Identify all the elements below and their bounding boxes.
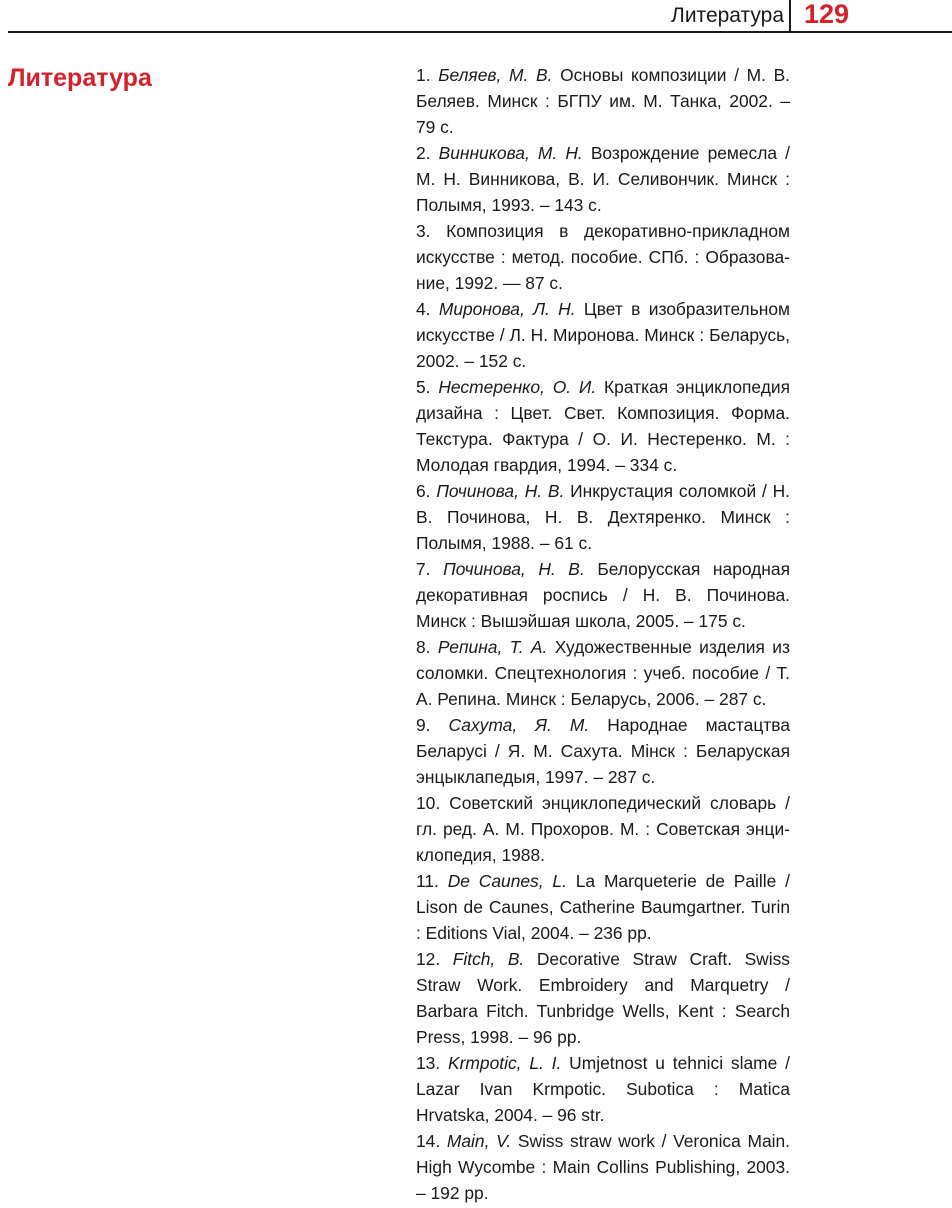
reference-author: Беляев, М. В. [438,65,553,85]
reference-author: Krmpotic, L. I. [448,1053,562,1073]
reference-text: La Marqueterie de Paille / Lison de Caunes, Catherine Baumgartner. Turin : Editions Vial, 2004. – 236 pp. [416,871,790,943]
reference-text: Советский энциклопедический словарь / гл. ред. А. М. Прохоров. М. : Советская энциклопедия, 1988. [416,793,790,865]
header-rule [8,31,952,33]
reference-item [416,634,790,712]
reference-number: 11. [416,871,439,891]
reference-text: Инкрустация соломкой / Н. В. Починова, Н. В. Дехтяренко. Минск : Полымя, 1988. – 61 с. [416,481,790,553]
running-header [0,0,952,33]
reference-text: Краткая энциклопедия дизайна : Цвет. Свет. Композиция. Форма. Текстура. Фактура / О. И. Нестеренко. М. : Молодая гвардия, 1994. – 334 с. [416,377,790,475]
reference-author: Починова, Н. В. [443,559,585,579]
reference-item [416,946,790,1050]
reference-number: 12. [416,949,441,969]
reference-author: Сахута, Я. М. [448,715,590,735]
reference-text: Основы композиции / М. В. Беляев. Минск : БГПУ им. М. Танка, 2002. – 79 с. [416,65,791,137]
reference-item [416,868,790,946]
reference-author: Миронова, Л. Н. [438,299,576,319]
reference-text: Umjetnost u tehnici slame / Lazar Ivan Krmpotic. Subotica : Matica Hrvatska, 2004. – 96 str. [416,1053,790,1125]
reference-item [416,296,790,374]
reference-author: Репина, Т. А. [437,637,548,657]
reference-item [416,790,790,868]
reference-number: 5. [416,377,431,397]
reference-item [416,140,790,218]
reference-item [416,218,790,296]
reference-text: Swiss straw work / Veronica Main. High Wycombe : Main Collins Publishing, 2003. – 192 pp. [416,1131,790,1203]
reference-item [416,374,790,478]
reference-text: Decorative Straw Craft. Swiss Straw Work. Embroidery and Marquetry / Barbara Fitch. Tunbridge Wells, Kent : Search Press, 1998. – 96 pp. [416,949,790,1047]
reference-number: 8. [416,637,431,657]
reference-item [416,1050,790,1128]
reference-author: Починова, Н. В. [436,481,565,501]
reference-number: 14. [416,1131,441,1151]
reference-item [416,1128,790,1206]
reference-author: Fitch, B. [452,949,525,969]
reference-number: 10. [416,793,441,813]
reference-author: Main, V. [446,1131,512,1151]
reference-text: Цвет в изобразительном искусстве / Л. Н. Миронова. Минск : Беларусь, 2002. – 152 с. [416,299,790,371]
reference-author: Винникова, М. Н. [438,143,583,163]
reference-number: 9. [416,715,431,735]
reference-item [416,556,790,634]
reference-text: Композиция в декоративно-прикладном искусстве : метод. пособие. СПб. : Образование, 1992. — 87 с. [416,221,790,293]
reference-number: 3. [416,221,431,241]
reference-author: Нестеренко, О. И. [438,377,597,397]
reference-text: Возрождение ремесла / М. Н. Винникова, В. И. Селивончик. Минск : Полымя, 1993. – 143 с. [416,143,790,215]
reference-number: 7. [416,559,431,579]
header-divider [789,0,791,32]
reference-number: 1. [416,65,431,85]
page-number: 129 [804,0,850,29]
reference-text: Белорусская народная декоративная роспись / Н. В. Починова. Минск : Вышэйшая школа, 2005. – 175 с. [416,559,790,631]
running-title: Литература [671,4,784,27]
reference-item [416,712,790,790]
reference-list [416,62,790,1206]
reference-number: 4. [416,299,431,319]
reference-number: 13. [416,1053,441,1073]
reference-text: Народнае мастацтва Беларусі / Я. М. Сахута. Мінск : Беларуская энцыклапедыя, 1997. – 287 с. [416,715,790,787]
reference-number: 6. [416,481,431,501]
reference-number: 2. [416,143,431,163]
section-title: Литература [8,64,152,92]
reference-item [416,62,790,140]
reference-item [416,478,790,556]
reference-author: De Caunes, L. [447,871,567,891]
reference-text: Художественные изделия из соломки. Спецтехнология : учеб. пособие / Т. А. Репина. Минск : Беларусь, 2006. – 287 с. [416,637,790,709]
